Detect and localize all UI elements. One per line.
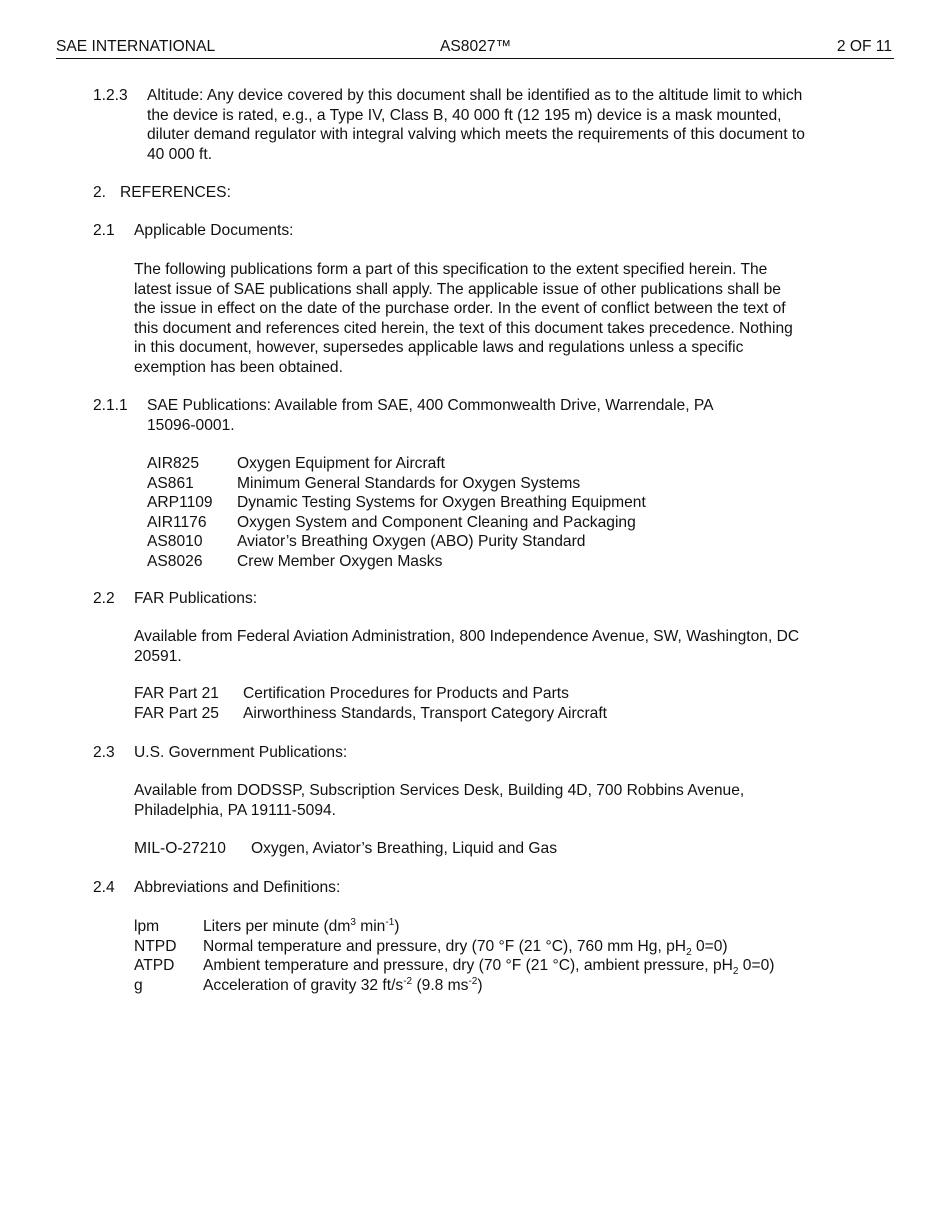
def-text: Liters per minute ($dm^3$ $\min^{-1}$) xyxy=(203,916,400,935)
header-org: SAE INTERNATIONAL xyxy=(56,38,216,55)
ref-id: ARP1109 xyxy=(147,494,213,511)
section-number: 2.4 xyxy=(93,879,115,896)
ref-id: MIL-O-27210 xyxy=(134,840,226,857)
list-item xyxy=(147,493,646,513)
list-item xyxy=(134,704,607,724)
section-2-3-text xyxy=(134,781,744,820)
ref-id: AIR1176 xyxy=(147,513,207,531)
page-header xyxy=(56,36,894,59)
text-line: the issue in effect on the date of the purchase order. In the event of conflict between the text of xyxy=(134,300,786,317)
list-item xyxy=(134,956,774,976)
def-term: NTPD xyxy=(134,937,177,955)
def-text: Acceleration of gravity 32 $ft/s^{-2}$ (9.8 $ms^{-2}$) xyxy=(203,975,483,994)
ref-title: Aviator’s Breathing Oxygen (ABO) Purity Standard xyxy=(237,533,586,550)
section-number: 2.2 xyxy=(93,590,115,607)
section-1-2-3-text xyxy=(147,86,805,164)
section-2-1-1-text xyxy=(147,396,714,435)
section-number: 2. xyxy=(93,184,107,201)
section-title: Abbreviations and Definitions: xyxy=(134,879,341,896)
text-line: SAE Publications: Available from SAE, 400 Commonwealth Drive, Warrendale, PA xyxy=(147,397,714,414)
text-line: latest issue of SAE publications shall apply. The applicable issue of other publications shall be xyxy=(134,280,781,298)
text-line: exemption has been obtained. xyxy=(134,358,343,376)
ref-id: FAR Part 25 xyxy=(134,704,219,722)
section-title: REFERENCES: xyxy=(120,184,231,201)
section-number: 2.1.1 xyxy=(93,397,128,414)
section-number: 2.1 xyxy=(93,222,115,239)
ref-title: Airworthiness Standards, Transport Category Aircraft xyxy=(243,704,608,722)
ref-id: FAR Part 21 xyxy=(134,685,219,702)
text-line: the device is rated, e.g., a Type IV, Class B, 40 000 ft (12 195 m) device is a mask mounted, xyxy=(147,106,782,124)
list-item xyxy=(134,839,557,859)
text-line: Philadelphia, PA 19111-5094. xyxy=(134,801,337,819)
text-line: 15096-0001. xyxy=(147,416,235,434)
ref-title: Crew Member Oxygen Masks xyxy=(237,552,443,570)
list-item xyxy=(134,917,774,937)
ref-title: Dynamic Testing Systems for Oxygen Breathing Equipment xyxy=(237,494,646,511)
text-line: this document and references cited herein, the text of this document takes precedence. Nothing xyxy=(134,319,793,337)
header-doc-number: AS8027™ xyxy=(440,38,512,55)
text-line: 40 000 ft. xyxy=(147,145,213,163)
header-page-number: 2 OF 11 xyxy=(836,38,892,55)
text-line: in this document, however, supersedes applicable laws and regulations unless a specific xyxy=(134,339,744,356)
ref-id: AS861 xyxy=(147,474,194,492)
section-number: 2.3 xyxy=(93,744,115,761)
section-title: U.S. Government Publications: xyxy=(134,744,348,761)
ref-id: AS8026 xyxy=(147,552,203,570)
definitions-list xyxy=(134,917,774,995)
list-item xyxy=(147,532,646,552)
def-text: Normal temperature and pressure, dry (70 °F (21 °C), 760 mm Hg, $pH_2$ 0=0) xyxy=(203,937,728,958)
list-item xyxy=(134,684,607,704)
list-item xyxy=(134,976,774,996)
ref-title: Oxygen Equipment for Aircraft xyxy=(237,455,446,472)
text-line: The following publications form a part of this specification to the extent specified herein. The xyxy=(134,261,768,278)
def-term: g xyxy=(134,976,143,994)
list-item xyxy=(134,937,774,957)
sae-reference-list xyxy=(147,454,646,571)
section-number: 1.2.3 xyxy=(93,87,128,104)
section-title: FAR Publications: xyxy=(134,590,258,607)
ref-title: Oxygen System and Component Cleaning and Packaging xyxy=(237,513,636,531)
text-line: 20591. xyxy=(134,647,182,665)
ref-id: AIR825 xyxy=(147,455,200,472)
text-line: diluter demand regulator with integral valving which meets the requirements of this document to xyxy=(147,126,805,143)
far-reference-list xyxy=(134,684,607,723)
list-item xyxy=(147,474,646,494)
def-term: lpm xyxy=(134,918,160,935)
def-term: ATPD xyxy=(134,957,175,974)
ref-title: Certification Procedures for Products and Parts xyxy=(243,685,569,702)
list-item xyxy=(147,513,646,533)
list-item xyxy=(147,454,646,474)
def-text: Ambient temperature and pressure, dry (70 °F (21 °C), ambient pressure, $pH_2$ 0=0) xyxy=(203,957,775,978)
ref-id: AS8010 xyxy=(147,533,203,550)
gov-reference-list xyxy=(134,839,557,859)
section-2-1-text xyxy=(134,260,793,377)
section-2-2-text xyxy=(134,627,799,666)
text-line: Available from Federal Aviation Administration, 800 Independence Avenue, SW, Washington, DC xyxy=(134,628,800,645)
ref-title: Minimum General Standards for Oxygen Systems xyxy=(237,474,581,492)
list-item xyxy=(147,552,646,572)
text-line: Altitude: Any device covered by this document shall be identified as to the altitude limit to which xyxy=(147,87,803,104)
text-line: Available from DODSSP, Subscription Services Desk, Building 4D, 700 Robbins Avenue, xyxy=(134,782,745,799)
section-title: Applicable Documents: xyxy=(134,222,294,239)
ref-title: Oxygen, Aviator’s Breathing, Liquid and Gas xyxy=(251,840,558,857)
